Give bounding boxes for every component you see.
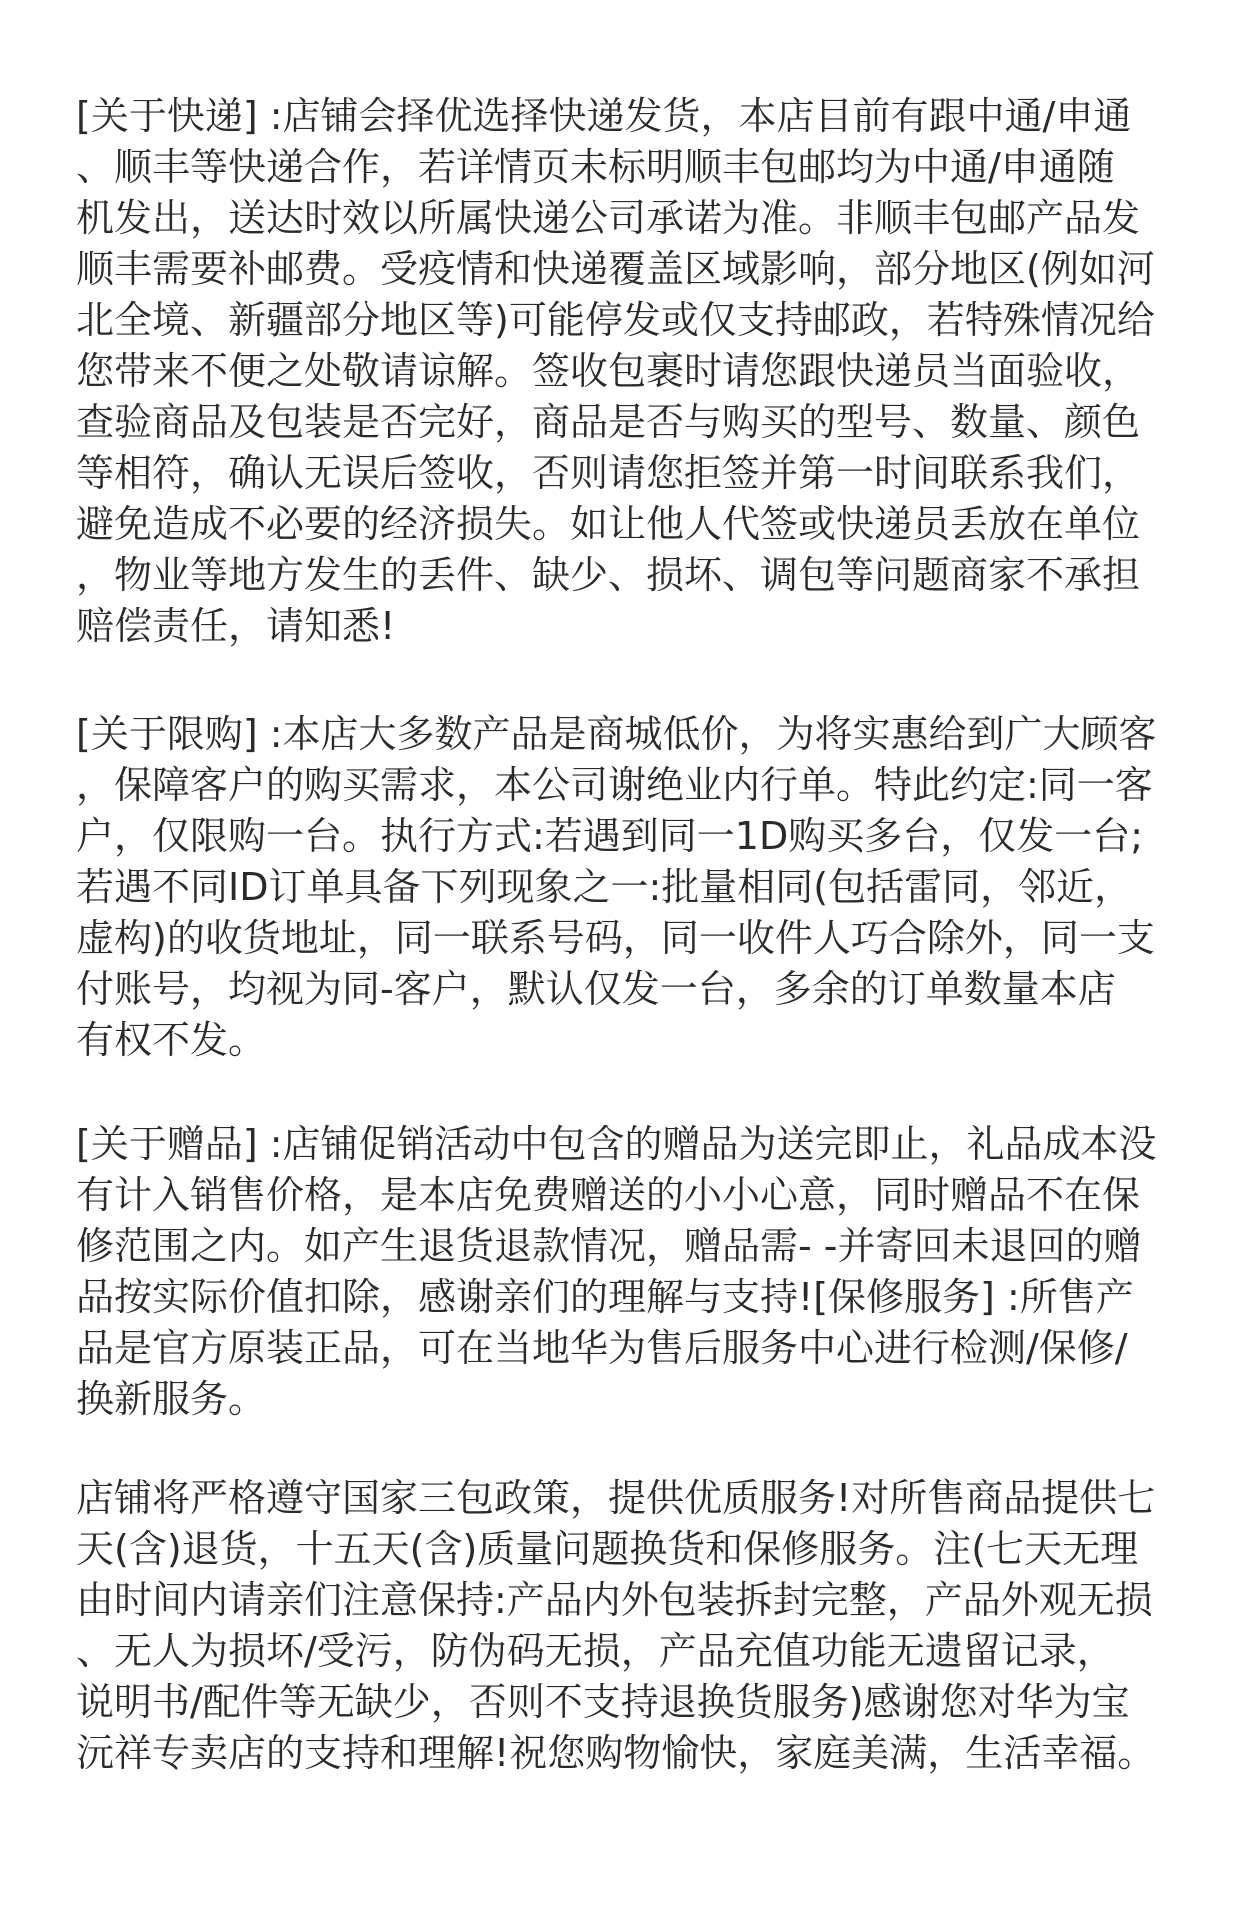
text-line: 有权不发。 xyxy=(76,1018,267,1062)
text-line: [关于限购] :本店大多数产品是商城低价，为将实惠给到广大顾客 xyxy=(76,712,1157,756)
text-line: ，物业等地方发生的丢件、缺少、损坏、调包等问题商家不承担 xyxy=(76,553,1141,597)
text-line: 、顺丰等快递合作，若详情页未标明顺丰包邮均为中通/申通随 xyxy=(76,145,1115,189)
text-line: 机发出，送达时效以所属快递公司承诺为准。非顺丰包邮产品发 xyxy=(76,196,1141,240)
text-line: 换新服务。 xyxy=(76,1377,267,1421)
text-line: 沅祥专卖店的支持和理解!祝您购物愉快，家庭美满，生活幸福。 xyxy=(76,1731,1156,1775)
text-line: 修范围之内。如产生退货退款情况，赠品需- -并寄回未退回的赠 xyxy=(76,1224,1142,1268)
text-line: 赔偿责任，请知悉! xyxy=(76,604,396,648)
text-line: 有计入销售价格，是本店免费赠送的小小心意，同时赠品不在保 xyxy=(76,1173,1141,1217)
text-line: [关于快递] :店铺会择优选择快递发货，本店目前有跟中通/申通 xyxy=(76,94,1132,138)
text-line: 品按实际价值扣除，感谢亲们的理解与支持![保修服务] :所售产 xyxy=(76,1275,1134,1319)
text-line: ，保障客户的购买需求，本公司谢绝业内行单。特此约定:同一客 xyxy=(76,763,1153,807)
text-line: 若遇不同ID订单具备下列现象之一:批量相同(包括雷同，邻近， xyxy=(76,865,1133,909)
text-line: [关于赠品] :店铺促销活动中包含的赠品为送完即止，礼品成本没 xyxy=(76,1122,1157,1166)
text-line: 付账号，均视为同-客户，默认仅发一台，多余的订单数量本店 xyxy=(76,967,1116,1011)
text-line: 虚构)的收货地址，同一联系号码，同一收件人巧合除外，同一支 xyxy=(76,916,1155,960)
text-line: 店铺将严格遵守国家三包政策，提供优质服务!对所售商品提供七 xyxy=(76,1476,1156,1520)
text-line: 北全境、新疆部分地区等)可能停发或仅支持邮政，若特殊情况给 xyxy=(76,298,1155,342)
text-line: 您带来不便之处敬请谅解。签收包裹时请您跟快递员当面验收， xyxy=(76,349,1141,393)
text-line: 避免造成不必要的经济损失。如让他人代签或快递员丢放在单位 xyxy=(76,502,1141,546)
paragraph-shipping xyxy=(76,91,1176,652)
text-line: 天(含)退货，十五天(含)质量问题换货和保修服务。注(七天无理 xyxy=(76,1527,1139,1571)
text-line: 户，仅限购一台。执行方式:若遇到同一1D购买多台，仅发一台; xyxy=(76,814,1144,858)
paragraph-returns-policy xyxy=(76,1473,1176,1779)
text-line: 由时间内请亲们注意保持:产品内外包装拆封完整，产品外观无损 xyxy=(76,1578,1153,1622)
text-line: 品是官方原装正品，可在当地华为售后服务中心进行检测/保修/ xyxy=(76,1326,1128,1370)
paragraph-gifts-warranty xyxy=(76,1119,1176,1425)
text-line: 、无人为损坏/受污，防伪码无损，产品充值功能无遗留记录， xyxy=(76,1629,1115,1673)
text-line: 说明书/配件等无缺少，否则不支持退换货服务)感谢您对华为宝 xyxy=(76,1680,1130,1724)
text-line: 查验商品及包装是否完好，商品是否与购买的型号、数量、颜色 xyxy=(76,400,1141,444)
text-line: 等相符，确认无误后签收，否则请您拒签并第一时间联系我们， xyxy=(76,451,1141,495)
text-line: 顺丰需要补邮费。受疫情和快递覆盖区域影响，部分地区(例如河 xyxy=(76,247,1155,291)
paragraph-purchase-limit xyxy=(76,709,1176,1066)
